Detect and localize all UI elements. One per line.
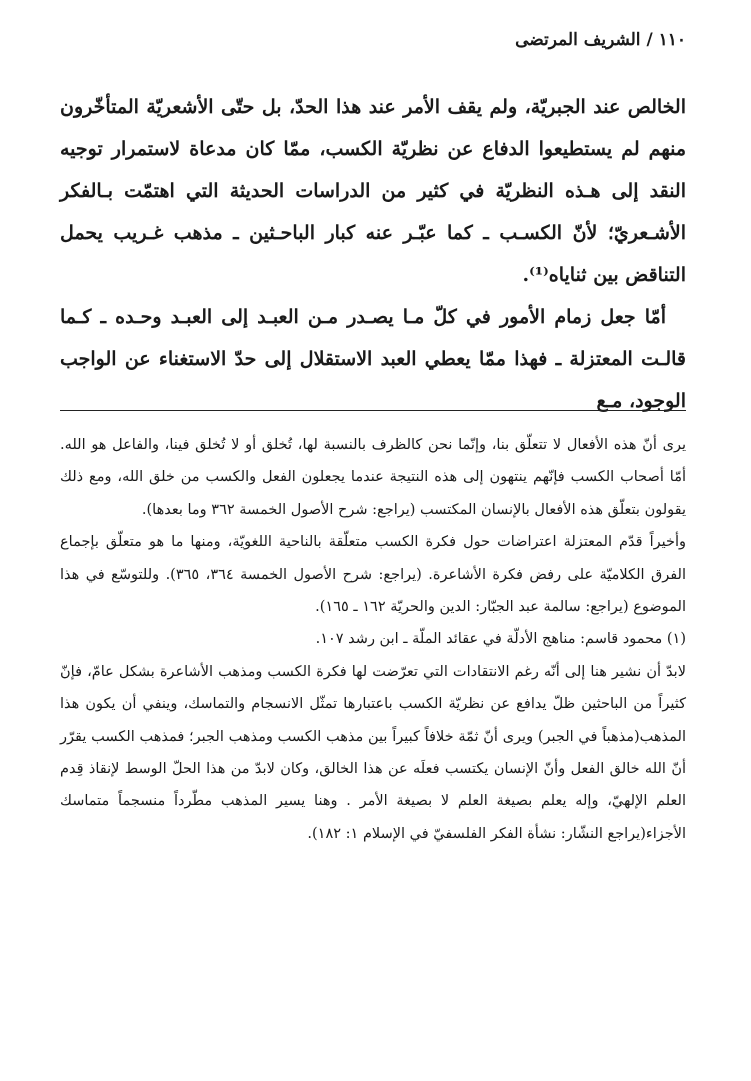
footnote-continuation: وأخيراً قدّم المعتزلة اعتراضات حول فكرة الكسب متعلّقة بالناحية اللغويّة، ومنها ما هو متعلّق بإجماع الفرق الكلاميّة على رفض فكرة الأشاعرة. (يراجع: شرح الأصول الخمسة ٣٦٤، ٣٦٥). وللتوسّع في هذا الموضوع (يراجع: سالمة عبد الجبّار: الدين والحريّة ١٦٢ ـ ١٦٥). bbox=[60, 534, 686, 616]
main-text bbox=[60, 86, 686, 422]
book-page bbox=[60, 0, 686, 1081]
footnotes bbox=[60, 429, 686, 850]
footnote-1-commentary: لابدّ أن نشير هنا إلى أنّه رغم الانتقادات التي تعرّضت لها فكرة الكسب ومذهب الأشاعرة بشكل عامّ، فإنّ كثيراً من الباحثين ظلّ يدافع عن نظريّة الكسب باعتبارها تمثّل الانسجام والتماسك، وينفي أن يكون هذا المذهب(مذهباً في الجبر) ويرى أنّ ثمّة خلافاً كبيراً بين مذهب الكسب ومذهب الجبر؛ فمذهب الكسب يقرّر أنّ الله خالق الفعل وأنّ الإنسان يكتسب فعلَه عن هذا الخالق، وكان لابدّ من هذا الحلّ الوسط لإنقاذ قِدم العلم الإلهيّ، وإله يعلم بصيغة العلم لا بصيغة الأمر . وهنا يسير المذهب مطّرداً منسجماً متماسك الأجزاء(يراجع النشّار: نشأة الفكر الفلسفيّ في الإسلام ١: ١٨٢). bbox=[60, 663, 686, 842]
running-header bbox=[515, 30, 686, 50]
footnote-divider bbox=[60, 410, 686, 411]
main-paragraph: أمّا جعل زمام الأمور في كلّ مـا يصـدر مـن العبـد إلى العبـد وحـده ـ كـما قالـت المعتزلة ـ فهذا ممّا يعطي العبد الاستقلال إلى حدّ الاستغناء عن الواجب الوجود، مـع bbox=[60, 306, 686, 412]
page-number: ١١٠ bbox=[658, 30, 686, 50]
footnote-1: (١) محمود قاسم: مناهج الأدلّة في عقائد الملّة ـ ابن رشد ١٠٧. bbox=[315, 631, 686, 648]
footnote-continuation: يرى أنّ هذه الأفعال لا تتعلّق بنا، وإنّما نحن كالظرف بالنسبة لها، تُخلق أو لا تُخلق فينا، والفاعل هو الله. أمّا أصحاب الكسب فإنّهم ينتهون إلى هذه النتيجة عندما يجعلون الفعل والكسب من خلق الله، ومع ذلك يقولون بتعلّق هذه الأفعال بالإنسان المكتسب (يراجع: شرح الأصول الخمسة ٣٦٢ وما بعدها). bbox=[60, 437, 686, 518]
main-paragraph: الخالص عند الجبريّة، ولم يقف الأمر عند هذا الحدّ، بل حتّى الأشعريّة المتأخّرون منهم لم يستطيعوا الدفاع عن نظريّة الكسب، ممّا كان مدعاة لاستمرار توجيه النقد إلى هـذه النظريّة في كثير من الدراسات الحديثة التي اهتمّت بـالفكر الأشـعريّ؛ لأنّ الكسـب ـ كما عبّـر عنه كبار الباحـثين ـ مذهب غـريب يحمل التناقض بين ثناياه⁽¹⁾. bbox=[60, 96, 686, 286]
book-title: الشريف المرتضى bbox=[515, 30, 641, 50]
header-separator: / bbox=[646, 30, 653, 50]
